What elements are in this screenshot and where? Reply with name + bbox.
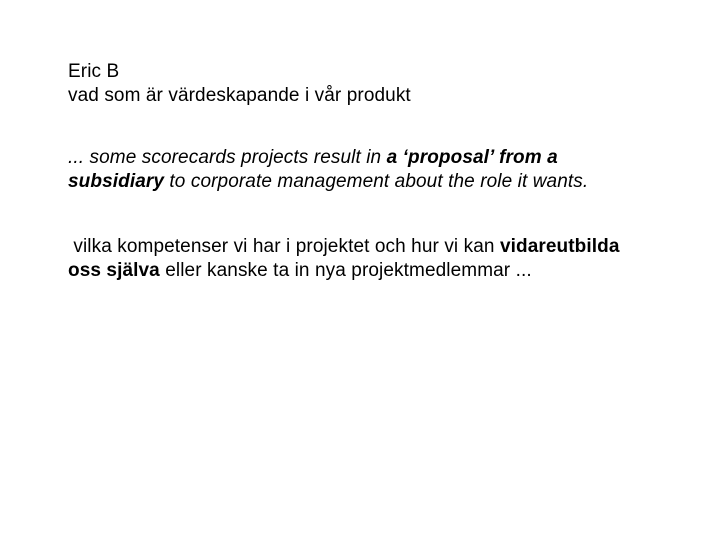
quote-line-1: [68, 146, 708, 170]
slide-subtitle: vad som är värdeskapande i vår produkt: [68, 85, 411, 106]
note-line-1: [68, 235, 708, 259]
note-line-2-text: eller kanske ta in nya projektmedlemmar ...: [159, 260, 532, 281]
quote-line-2: [68, 170, 708, 194]
note-line-1-text: vilka kompetenser vi har i projektet och hur vi kan: [68, 236, 500, 257]
note-line-1-emphasis: vidareutbilda: [499, 236, 620, 257]
header-block: [68, 60, 708, 108]
quote-line-1-emphasis: a ‘proposal’ from a: [386, 147, 558, 168]
quote-line-2-text: to corporate management about the role it wants.: [164, 171, 589, 192]
note-line-2-emphasis: oss själva: [68, 260, 160, 281]
quote-line-2-emphasis: subsidiary: [68, 171, 165, 192]
note-line-2: [68, 259, 708, 283]
quote-line-1-text: ... some scorecards projects result in: [68, 147, 387, 168]
author-name: Eric B: [68, 61, 120, 82]
quote-paragraph: [68, 146, 708, 194]
note-paragraph: [68, 235, 708, 283]
